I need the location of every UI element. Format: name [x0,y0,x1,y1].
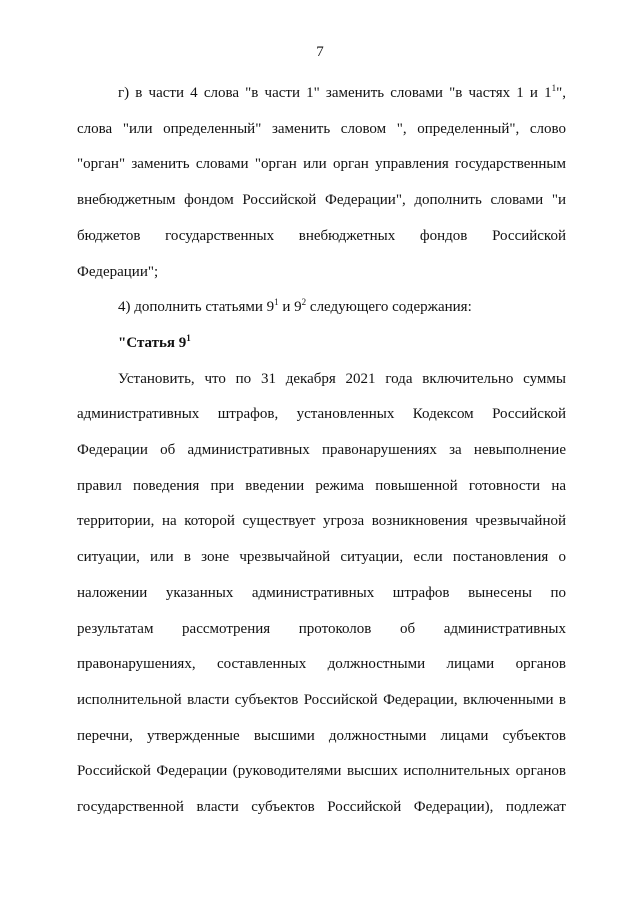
superscript: 2 [301,297,307,308]
superscript: 1 [186,332,191,343]
paragraph-amendment-4-text-c: следующего содержания: [306,299,472,316]
paragraph-amendment-4-text-a: 4) дополнить статьями 9 [118,299,275,316]
article-body-paragraph: Установить, что по 31 декабря 2021 года включительно суммы административных штрафов, установленных Кодексом Российской Федерации об административных правонарушениях за невыполнение правил поведения при введении режима повышенной готовности на территории, на которой существует угроза возникновения чрезвычайной ситуации, или в зоне чрезвычайной ситуации, если постановления о наложении указанных административных штрафов вынесены по результатам рассмотрения протоколов об административных правонарушениях, составленных должностными лицами органов исполнительной власти субъектов Российской Федерации, включенными в перечни, утвержденные высшими должностными лицами субъектов Российской Федерации (руководителями высших исполнительных органов государственной власти субъектов Российской Федерации), подлежат [77,370,566,816]
page-number: 7 [316,44,324,60]
paragraph-amendment-4 [77,290,566,326]
superscript: 1 [274,297,279,308]
superscript: 1 [551,83,557,93]
article-heading [77,326,566,362]
paragraph-amendment-g [77,76,566,290]
paragraph-amendment-4-text-b: и 9 [278,299,302,316]
paragraph-amendment-g-text-a: г) в части 4 слова "в части 1" заменить словами "в частях 1 и 1 [118,85,552,101]
article-heading-text: "Статья 9 [118,334,187,351]
document-body [77,76,566,826]
paragraph-amendment-g-text-b: ", слова "или определенный" заменить словом ", определенный", слово "орган" заменить словами "орган или орган управления государственным внебюджетным фондом Российской Федерации", дополнить словами "и бюджетов государственных внебюджетных фондов Российской Федерации"; [77,85,566,280]
